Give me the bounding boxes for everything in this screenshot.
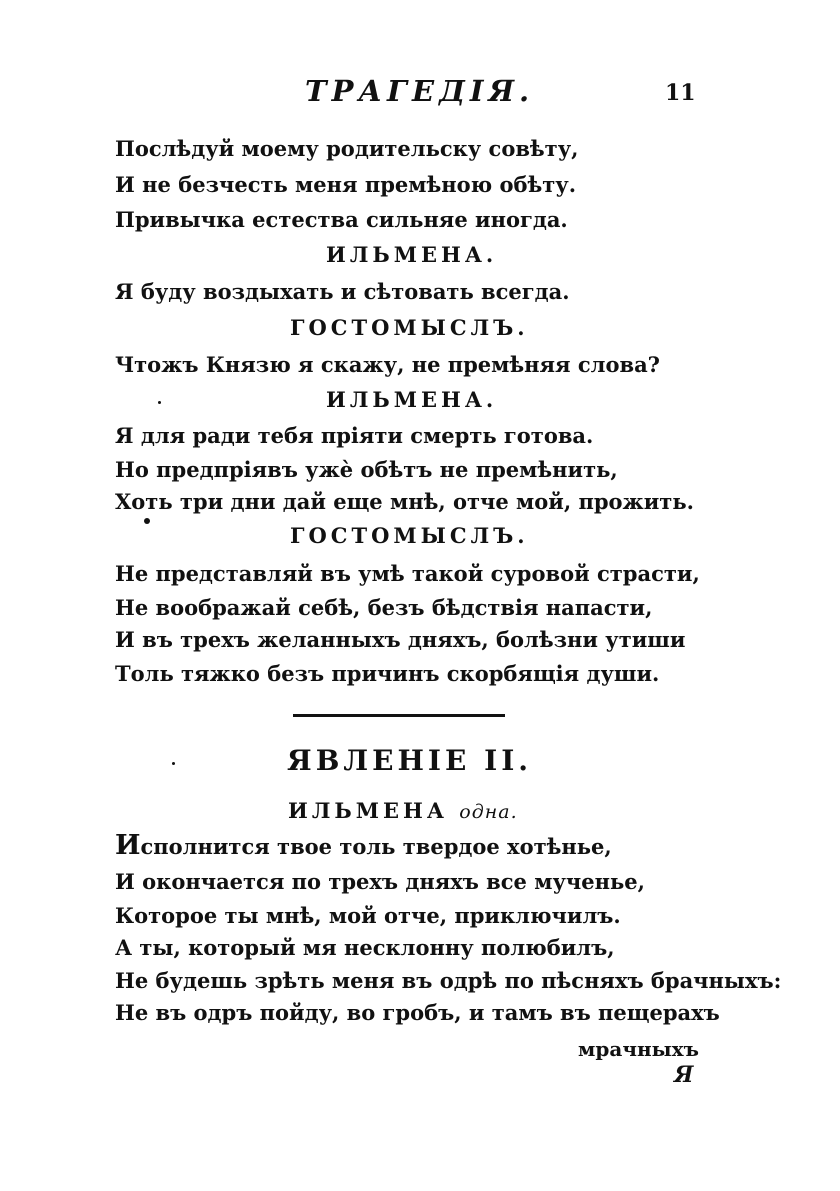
verse-line: Я буду воздыхать и сѣтовать всегда. [115, 279, 570, 304]
verse-line: Не будешь зрѣть меня въ одрѣ по пѣсняхъ брачныхъ: [115, 968, 782, 993]
verse-line: Но предпріявъ ужѐ обѣтъ не премѣнить, [115, 457, 618, 482]
stage-direction: одна. [459, 801, 518, 823]
catchword: мрачныхъ [578, 1037, 699, 1061]
verse-line: Послѣдуй моему родительску совѣту, [115, 136, 579, 161]
running-head-title: ТРАГЕДІЯ. [305, 74, 535, 108]
verse-line: Привычка естества сильняе иногда. [115, 207, 568, 232]
page-number: 11 [665, 80, 696, 106]
section-divider [293, 714, 505, 717]
verse-line: Хоть три дни дай еще мнѣ, отче мой, прожить. [115, 489, 694, 514]
signature-mark: Я [674, 1062, 694, 1088]
ink-speck [172, 762, 175, 765]
scene-speaker [288, 796, 518, 827]
verse-line: И не безчесть меня премѣною обѣту. [115, 172, 577, 197]
verse-line: Чтожъ Князю я скажу, не премѣняя слова? [115, 352, 660, 377]
verse-line: Я для ради тебя пріяти смерть готова. [115, 423, 594, 448]
speaker-name: ИЛЬМЕНА. [326, 242, 498, 267]
verse-line-first [115, 831, 612, 862]
verse-line: Которое ты мнѣ, мой отче, приключилъ. [115, 903, 621, 928]
speaker-name: ИЛЬМЕНА [288, 798, 448, 823]
ink-speck [158, 401, 161, 404]
scene-title: ЯВЛЕНІЕ II. [287, 744, 533, 777]
ink-speck [144, 518, 150, 524]
verse-line: Толь тяжко безъ причинъ скорбящія души. [115, 661, 660, 686]
speaker-name: ГОСТОМЫСЛЪ. [290, 315, 529, 340]
verse-line: А ты, который мя несклонну полюбилъ, [115, 935, 615, 960]
speaker-name: ИЛЬМЕНА. [326, 387, 498, 412]
verse-line: И окончается по трехъ дняхъ все мученье, [115, 869, 645, 894]
speaker-name: ГОСТОМЫСЛЪ. [290, 523, 529, 548]
verse-line: Не воображай себѣ, безъ бѣдствія напасти, [115, 595, 653, 620]
initial-letter: И [115, 830, 141, 861]
verse-line-text: сполнится твое толь твердое хотѣнье, [140, 834, 612, 859]
verse-line: Не представляй въ умѣ такой суровой страсти, [115, 561, 700, 586]
verse-line: И въ трехъ желанныхъ дняхъ, болѣзни утиши [115, 627, 686, 652]
verse-line: Не въ одръ пойду, во гробъ, и тамъ въ пещерахъ [115, 1000, 720, 1025]
